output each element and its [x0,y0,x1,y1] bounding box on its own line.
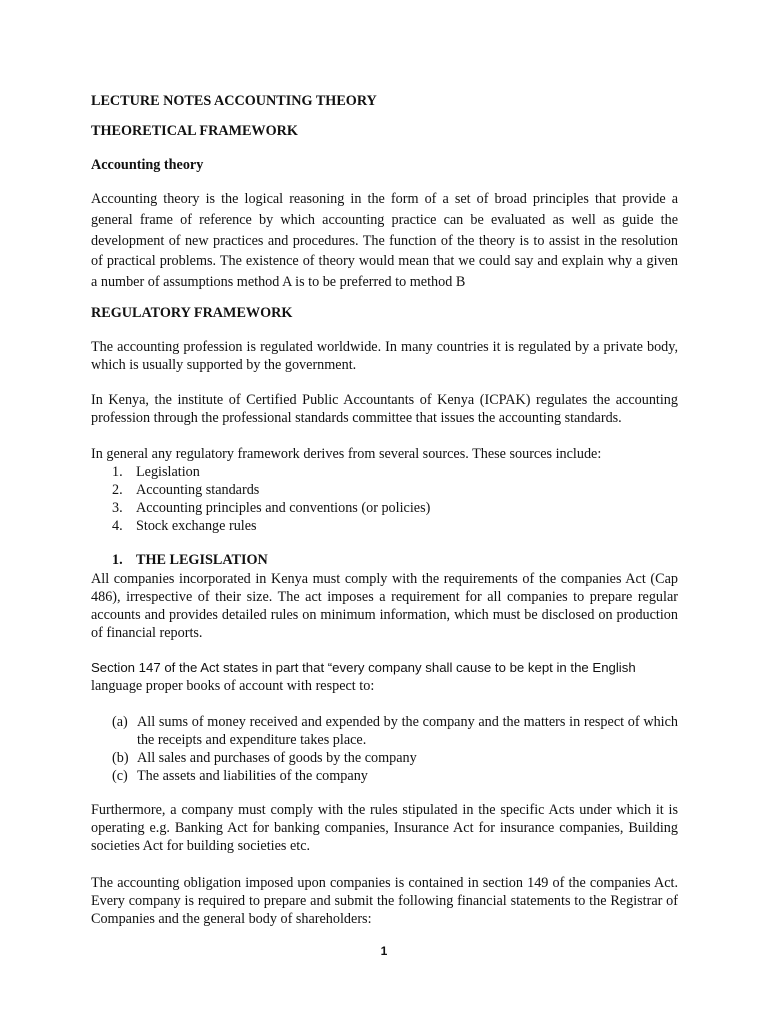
list-letter: (a) [112,714,128,730]
furthermore-paragraph: Furthermore, a company must comply with the rules stipulated in the specific Acts under which it is operating e.g. Banking Act for banking companies, Insurance Act for insurance companies, Building societies Act for building societies etc. [91,802,678,854]
list-item [91,767,678,785]
list-number: 4. [112,518,123,534]
list-item [91,463,678,481]
list-number: 1. [112,464,123,480]
list-text: All sums of money received and expended by the company and the matters in respect of which the receipts and expenditure takes place. [137,714,678,748]
theoretical-framework-heading: THEORETICAL FRAMEWORK [91,123,298,139]
section-title: THE LEGISLATION [136,552,268,568]
document-title: LECTURE NOTES ACCOUNTING THEORY [91,93,377,109]
list-text: All sales and purchases of goods by the company [137,750,417,766]
obligation-paragraph: The accounting obligation imposed upon companies is contained in section 149 of the companies Act. Every company is required to prepare and submit the following financial statements to the Registrar of Companies and the general body of shareholders: [91,875,678,927]
list-item [91,481,678,499]
list-item [91,713,678,749]
list-item [91,499,678,517]
list-text: The assets and liabilities of the company [137,768,368,784]
regulatory-paragraph-2: In Kenya, the institute of Certified Public Accountants of Kenya (ICPAK) regulates the accounting profession through the professional standards committee that issues the accounting standards. [91,392,678,426]
accounting-theory-paragraph: Accounting theory is the logical reasoning in the form of a set of broad principles that provide a general frame of reference by which accounting practice can be evaluated as well as guide the development of new practices and procedures. The function of the theory is to assist in the resolution of practical problems. The existence of theory would mean that we could say and explain why a given a number of assumptions method A is to be preferred to method B [91,191,678,291]
accounting-theory-subheading: Accounting theory [91,157,204,173]
list-letter: (b) [112,750,129,766]
sources-intro: In general any regulatory framework derives from several sources. These sources include: [91,446,602,462]
regulatory-paragraph-1: The accounting profession is regulated worldwide. In many countries it is regulated by a private body, which is usually supported by the government. [91,339,678,373]
books-of-account-list [91,713,678,785]
list-text: Stock exchange rules [136,518,257,534]
list-letter: (c) [112,768,128,784]
list-item [91,749,678,767]
list-text: Accounting standards [136,482,260,498]
page-number: 1 [380,944,388,958]
regulatory-framework-heading: REGULATORY FRAMEWORK [91,305,293,321]
list-number: 3. [112,500,123,516]
section-147-line-2: language proper books of account with respect to: [91,678,375,694]
section-147-line-1: Section 147 of the Act states in part that “every company shall cause to be kept in the English [91,660,636,675]
sources-list [91,463,678,535]
list-text: Accounting principles and conventions (or policies) [136,500,431,516]
section-number: 1. [112,552,123,568]
legislation-paragraph: All companies incorporated in Kenya must comply with the requirements of the companies Act (Cap 486), irrespective of their size. The act imposes a requirement for all companies to prepare regular accounts and provides detailed rules on minimum information, which must be disclosed on production of financial reports. [91,571,678,641]
list-number: 2. [112,482,123,498]
list-text: Legislation [136,464,200,480]
list-item [91,517,678,535]
